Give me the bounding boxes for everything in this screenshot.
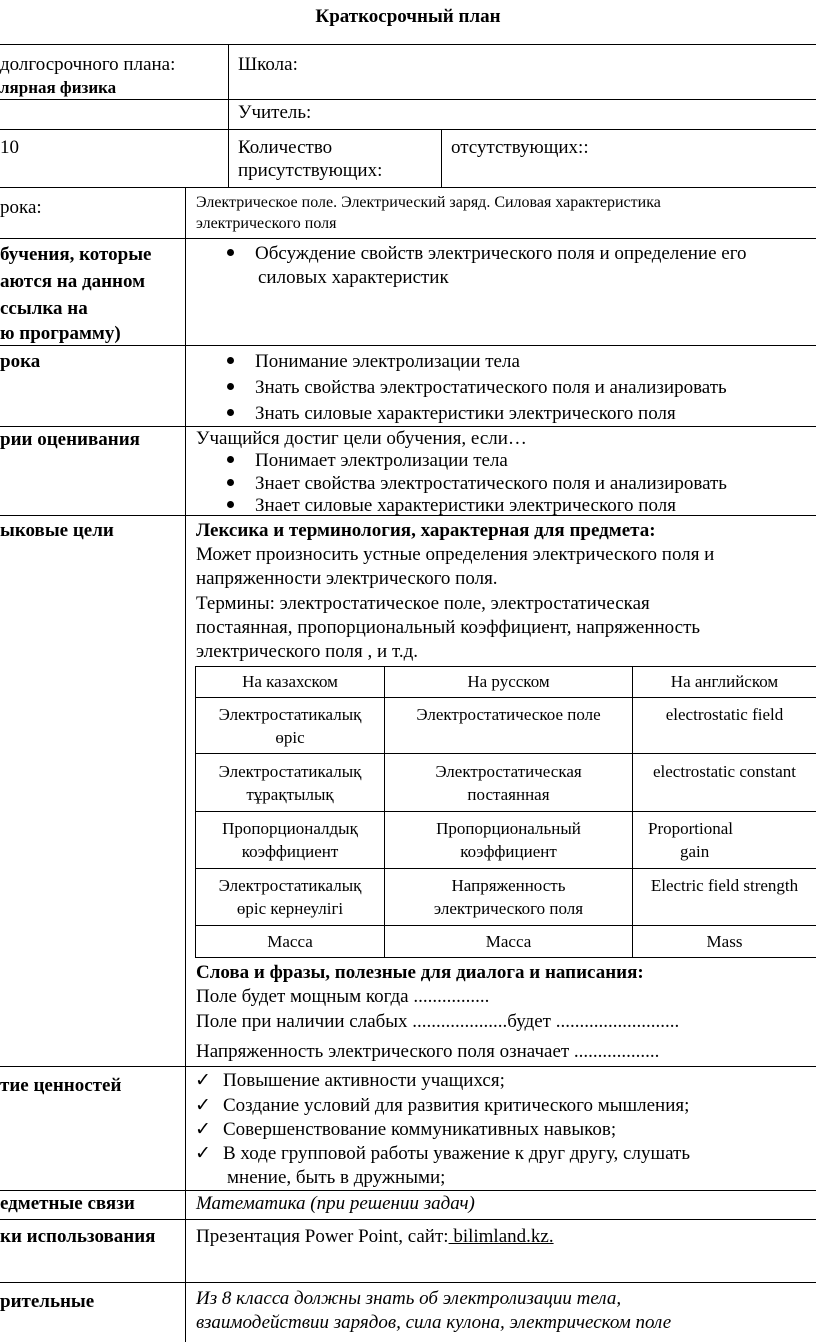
table-border [185, 187, 186, 1342]
language-text: Термины: электростатическое поле, электростатическая [196, 593, 650, 614]
table-cell: Proportional [648, 819, 733, 838]
table-cell: Масса [485, 932, 532, 951]
table-cell: Электростатическое поле [416, 705, 601, 724]
table-border [0, 1190, 816, 1191]
phrase: Поле будет мощным когда ................ [196, 986, 490, 1007]
values-label: тие ценностей [0, 1075, 122, 1096]
list-item: ✓ Совершенствование коммуникативных навыков; [195, 1119, 617, 1140]
check-icon: ✓ [195, 1095, 211, 1116]
table-cell: постаянная [467, 785, 550, 804]
absent-label: отсутствующих:: [451, 137, 589, 158]
table-border [0, 238, 816, 239]
language-heading: Лексика и терминология, характерная для предмета: [196, 520, 656, 541]
table-border [0, 1219, 816, 1220]
phrases-heading: Слова и фразы, полезные для диалога и написания: [196, 962, 644, 983]
table-cell: Пропорционалдық [222, 819, 358, 838]
list-item: Знать силовые характеристики электрического поля [227, 402, 676, 425]
check-icon: ✓ [195, 1143, 211, 1164]
table-cell: Напряженность [451, 876, 566, 895]
list-item-continuation: силовых характеристик [258, 267, 449, 288]
lesson-goals-label: рока [0, 351, 41, 372]
table-border [441, 129, 442, 187]
grade-value: 10 [0, 137, 19, 158]
phrase: Напряженность электрического поля означает .................. [196, 1041, 660, 1062]
language-text: напряженности электрического поля. [196, 568, 498, 589]
list-item: Понимает электролизации тела [227, 449, 508, 472]
table-header: На русском [467, 672, 550, 691]
present-label: Количество [238, 137, 333, 158]
table-cell: Электростатикалық [218, 762, 362, 781]
list-item: Знает свойства электростатического поля и анализировать [227, 472, 727, 495]
ict-value: Презентация Power Point, сайт: bilimland.kz. [196, 1226, 554, 1247]
table-cell: Пропорциональный [436, 819, 581, 838]
table-border [0, 1066, 816, 1067]
prior-text: Из 8 класса должны знать об электролизации тела, [196, 1288, 622, 1309]
prior-label: рительные [0, 1291, 95, 1312]
prior-text: взаимодействии зарядов, сила кулона, электрическом поле [196, 1312, 672, 1333]
list-item: Обсуждение свойств электрического поля и определение его [227, 242, 747, 265]
language-goals-label: ыковые цели [0, 520, 114, 541]
site-link[interactable]: bilimland.kz. [448, 1226, 554, 1247]
language-text: постаянная, пропорциональный коэффициент, напряженность [196, 617, 701, 638]
links-label: едметные связи [0, 1193, 135, 1214]
phrase: Поле при наличии слабых ....................будет .......................... [196, 1011, 680, 1032]
table-cell: Масса [267, 932, 313, 951]
table-cell: electrostatic constant [652, 762, 797, 781]
table-cell: electrostatic field [665, 705, 784, 724]
list-item: Знает силовые характеристики электрического поля [227, 494, 676, 517]
long-plan-value: лярная физика [0, 78, 117, 97]
list-item: ✓ Повышение активности учащихся; [195, 1070, 505, 1091]
table-cell: коэффициент [460, 842, 557, 861]
language-text: электрического поля , и т.д. [196, 641, 418, 662]
goals-label: ю программу) [0, 323, 121, 344]
criteria-intro: Учащийся достиг цели обучения, если… [196, 428, 527, 449]
table-border [228, 44, 229, 187]
language-text: Может произносить устные определения электрического поля и [196, 544, 715, 565]
table-cell: Электростатическая [435, 762, 582, 781]
table-cell: өріс [275, 728, 305, 747]
criteria-label: рии оценивания [0, 429, 140, 450]
check-icon: ✓ [195, 1119, 211, 1140]
table-header: На казахском [242, 672, 338, 691]
topic-text: Электрическое поле. Электрический заряд. Силовая характеристика [196, 194, 661, 211]
goals-label: аются на данном [0, 271, 146, 292]
list-item: ✓ Создание условий для развития критического мышления; [195, 1095, 690, 1116]
table-cell: тұрақтылық [246, 785, 334, 804]
table-border [0, 44, 816, 45]
table-border [0, 345, 816, 346]
list-item: Понимание электролизации тела [227, 350, 520, 373]
table-cell: өріс кернеулігі [236, 899, 344, 918]
table-cell: Электростатикалық [218, 876, 362, 895]
table-border [0, 1282, 816, 1283]
links-value: Математика (при решении задач) [196, 1193, 475, 1214]
list-item-continuation: мнение, быть в дружными; [227, 1167, 446, 1188]
goals-label: ссылка на [0, 298, 88, 319]
table-border [0, 187, 816, 188]
table-header: На английском [670, 672, 779, 691]
table-cell: gain [680, 842, 710, 861]
check-icon: ✓ [195, 1070, 211, 1091]
present-label: присутствующих: [238, 160, 383, 181]
goals-label: бучения, которые [0, 244, 152, 265]
table-border [0, 99, 816, 100]
table-cell: коэффициент [241, 842, 339, 861]
table-cell: Электростатикалық [218, 705, 362, 724]
school-label: Школа: [238, 54, 298, 75]
table-cell: Mass [706, 932, 743, 951]
list-item: Знать свойства электростатического поля и анализировать [227, 376, 727, 399]
topic-text: электрического поля [196, 215, 337, 232]
topic-label: рока: [0, 197, 42, 218]
long-plan-label: долгосрочного плана: [0, 54, 176, 75]
ict-label: ки использования [0, 1226, 156, 1247]
teacher-label: Учитель: [238, 102, 312, 123]
page-title: Краткосрочный план [315, 6, 501, 27]
table-cell: электрического поля [433, 899, 584, 918]
list-item: ✓ В ходе групповой работы уважение к друг другу, слушать [195, 1143, 690, 1164]
table-cell: Electric field strength [650, 876, 799, 895]
table-border [0, 129, 816, 130]
